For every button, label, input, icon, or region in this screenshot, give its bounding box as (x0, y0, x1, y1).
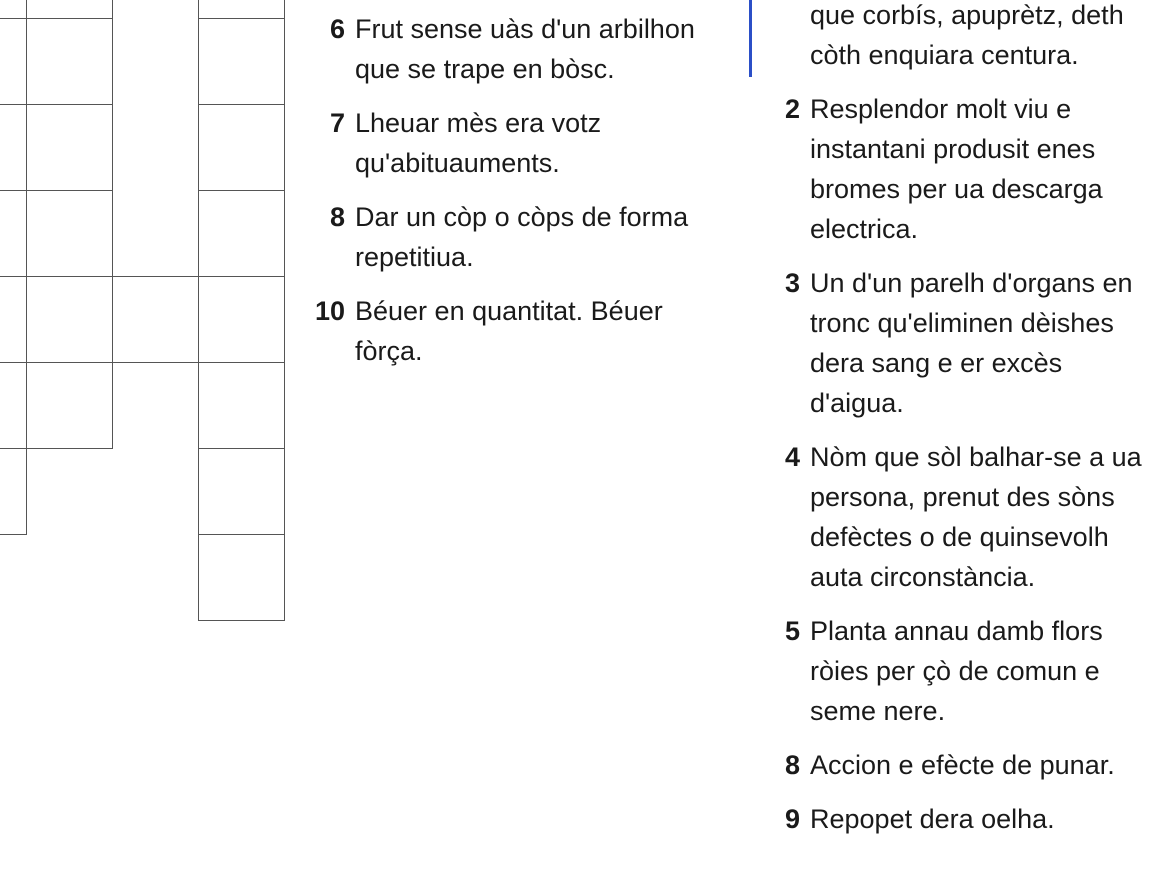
clue-text-line: seme nere. (810, 696, 946, 726)
clue-text-line: que corbís, apuprètz, deth (810, 0, 1124, 30)
clue-text-line: Resplendor molt viu e (810, 94, 1072, 124)
clue-text-line: Un d'un parelh d'organs en (810, 268, 1133, 298)
clue-text-line: Frut sense uàs d'un arbilhon (355, 14, 695, 44)
grid-cell[interactable] (198, 104, 285, 191)
grid-cell[interactable] (0, 18, 27, 105)
clue-text (355, 103, 601, 183)
grid-cell[interactable] (0, 362, 27, 449)
grid-cell[interactable] (198, 18, 285, 105)
clue-text (810, 0, 1124, 75)
clue-text-line: instantani produsit enes (810, 134, 1096, 164)
clue-text (810, 611, 1103, 731)
crossword-grid (0, 0, 300, 876)
grid-cell[interactable] (26, 18, 113, 105)
grid-cell[interactable] (26, 362, 113, 449)
clue-number: 4 (784, 442, 800, 472)
grid-cell[interactable] (0, 276, 27, 363)
clue-text-line: bromes per ua descarga (810, 174, 1103, 204)
grid-cell[interactable] (198, 0, 285, 19)
clue-text-line: persona, prenut des sòns (810, 482, 1115, 512)
clue-text-line: Accion e efècte de punar. (810, 750, 1115, 780)
clue-number: 2 (784, 94, 800, 124)
clue-text (355, 9, 695, 89)
clue-text-line: còth enquiara centura. (810, 40, 1079, 70)
clue-number: 6 (329, 14, 345, 44)
grid-cell[interactable] (26, 0, 113, 19)
clue-text-line: electrica. (810, 214, 919, 244)
grid-cell[interactable] (198, 362, 285, 449)
grid-cell[interactable] (0, 190, 27, 277)
grid-cell[interactable] (198, 534, 285, 621)
clue-text-line: tronc qu'eliminen dèishes (810, 308, 1114, 338)
clue-text (810, 745, 1115, 785)
clue-text (810, 89, 1103, 249)
grid-cell[interactable] (112, 276, 199, 363)
clue-number: 10 (314, 296, 345, 326)
clue-text-line: Planta annau damb flors (810, 616, 1103, 646)
clue-number: 5 (784, 616, 800, 646)
clue-text-line: ròies per çò de comun e (810, 656, 1100, 686)
grid-cell[interactable] (0, 448, 27, 535)
clue-number: 7 (329, 108, 345, 138)
clue-number: 8 (329, 202, 345, 232)
grid-cell[interactable] (26, 276, 113, 363)
grid-cell[interactable] (26, 190, 113, 277)
clue-text (810, 263, 1133, 423)
clue-number: 3 (784, 268, 800, 298)
grid-cell[interactable] (198, 448, 285, 535)
clue-text-line: Béuer en quantitat. Béuer (355, 296, 663, 326)
clue-text-line: qu'abituauments. (355, 148, 560, 178)
clue-text-line: Dar un còp o còps de forma (355, 202, 689, 232)
clue-text-line: defèctes o de quinsevolh (810, 522, 1109, 552)
grid-cell[interactable] (0, 0, 27, 19)
active-clue-indicator (749, 0, 752, 77)
clue-text-line: que se trape en bòsc. (355, 54, 615, 84)
clue-text-line: Nòm que sòl balhar-se a ua (810, 442, 1142, 472)
clue-text-line: Repopet dera oelha. (810, 804, 1055, 834)
clue-text-line: auta circonstància. (810, 562, 1036, 592)
grid-cell[interactable] (198, 276, 285, 363)
clue-text (355, 291, 663, 371)
clue-number: 8 (784, 750, 800, 780)
clue-text-line: Lheuar mès era votz (355, 108, 602, 138)
clue-text (810, 799, 1055, 839)
clue-text-line: d'aigua. (810, 388, 904, 418)
grid-cell[interactable] (198, 190, 285, 277)
grid-cell[interactable] (26, 104, 113, 191)
clue-text-line: fòrça. (355, 336, 423, 366)
grid-cell[interactable] (0, 104, 27, 191)
clue-text (810, 437, 1142, 597)
clue-text-line: repetitiua. (355, 242, 474, 272)
clue-text-line: dera sang e er excès (810, 348, 1063, 378)
clue-text (355, 197, 688, 277)
clue-number: 9 (784, 804, 800, 834)
